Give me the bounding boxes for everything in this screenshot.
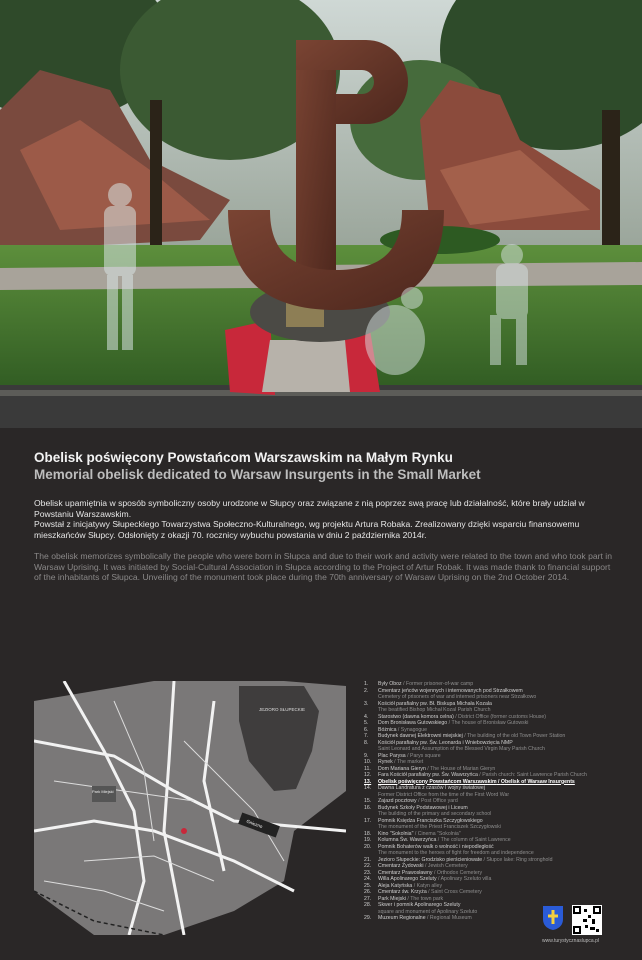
legend-item-number: 6. — [364, 726, 369, 733]
legend-item-polish: Były Oboz — [378, 681, 402, 687]
legend-item-polish: Dom Mariana Gieryn — [378, 765, 426, 772]
legend-item-english: Orthodox Cemetery — [436, 869, 483, 876]
legend-item-label: Aleja Katyńska / Katyn alley — [378, 882, 443, 889]
legend-item-english: Jewish Cemetery — [427, 863, 468, 869]
legend-item-english: Parish church: Saint Lawrence Parish Church — [482, 772, 587, 778]
legend-item-polish: Muzeum Regionalne — [378, 915, 426, 921]
location-marker — [181, 828, 187, 834]
legend-item-polish: Starostwo (dawna komora celna) — [378, 713, 454, 720]
legend-item-label: Willa Apolinarego Szeluty / Apolinary Szeluto villa — [378, 876, 492, 882]
legend-item-english: Former District Office from the time of the First Word War — [378, 791, 510, 798]
legend-item-label: Cmentarz Żydowski / Jewish Cemetery — [378, 863, 468, 869]
legend-item-label: Muzeum Regionalne / Regional Museum — [378, 915, 472, 921]
legend-item-number: 2. — [364, 687, 369, 694]
legend-item-label: Cmentarz św. Krzyża / Saint Cross Cemetery — [378, 889, 482, 895]
legend-item-polish: Rynek — [378, 759, 393, 765]
map-label-lake: JEZIORO SŁUPECKIE — [259, 707, 306, 712]
legend-item-english: District Office (former customs House) — [458, 713, 546, 720]
legend-item-number: 11. — [364, 765, 371, 772]
legend-item-english: Apolinary Szeluto villa — [440, 876, 492, 882]
legend-item-label: Bóżnica / Synagogue — [378, 726, 428, 733]
map-label-road: Gniezno — [245, 818, 264, 830]
legend-item-english: The column of Saint Lawrence — [440, 837, 511, 843]
legend-item-english: square and monument of Apolinary Szeluto — [378, 908, 478, 915]
description-polish-paragraph-2: Powstał z inicjatywy Słupeckiego Towarzystwa Społeczno-Kulturalnego, wg projektu Artura Robaka. Zrealizowany dzięki wsparciu finansowemu mieszkańców Słupcy. Odsłonięty z okazji 70. rocznicy wybuchu powstania w dniu 2 października 2014r. — [34, 519, 580, 540]
legend-item-number: 8. — [364, 739, 369, 746]
legend-item-polish: Skwer i pomnik Apolinarego Szeluty — [378, 902, 461, 908]
legend-item-number: 16. — [364, 804, 372, 811]
legend-item-label: Kolumna Św. Wawrzyńca / The column of Saint Lawrence — [378, 837, 511, 843]
map-label-park: Park Miejski — [92, 789, 114, 794]
legend-item-english: Former prisoner-of-war camp — [405, 681, 474, 687]
legend-item-label: Fara Kościół parafialny pw. Św. Wawrzyńca / Parish church: Saint Lawrence Parish Church — [378, 772, 587, 778]
legend-item-english: The beatified Bishop Michał Kozal Parish Church — [378, 707, 491, 713]
legend-item-number: 3. — [364, 700, 369, 707]
legend-item-label: Dom Bronisława Gutowskiego / The house of Bronisław Gutowski — [378, 720, 529, 726]
legend-item-number: 21. — [364, 856, 372, 863]
legend-item-label: Park Miejski / The town park — [378, 895, 444, 902]
legend-item-number: 28. — [364, 902, 372, 908]
monument-photo — [0, 0, 642, 428]
legend-item-polish: Budynek dawnej Elektrowni miejskiej — [378, 733, 463, 739]
legend-item-number: 14. — [364, 785, 372, 791]
legend-item-english: The town park — [410, 895, 444, 902]
legend-item-label: Plac Parysa / Parys square — [378, 752, 441, 759]
title-block — [34, 450, 614, 482]
legend-item-number: 17. — [364, 817, 372, 824]
legend-item-number: 22. — [364, 863, 372, 869]
legend-item-label: Obelisk poświęcony Powstańcom Warszawskim / Obelisk of Warsaw Insurgents — [378, 778, 575, 785]
legend-item-number: 15. — [364, 798, 372, 804]
title-english: Memorial obelisk dedicated to Warsaw Insurgents in the Small Market — [34, 467, 481, 482]
legend-item-polish: Kościół parafialny pw. Św. Leonarda i Wniebowzięcia NMP — [378, 739, 513, 746]
legend-item-english: Słupce lake: Ring stronghold — [486, 856, 553, 863]
legend-item-english: Synagogue — [400, 726, 428, 733]
legend-item-english: Regional Museum — [429, 915, 472, 921]
legend-item-english: Katyn alley — [416, 882, 443, 889]
legend-item-polish: Kościół parafialny pw. Bł. Biskupa Michała Kozala — [378, 700, 492, 707]
legend-item-polish: Pomnik Księdza Franciszka Szczygłowskiego — [378, 817, 483, 824]
legend-item-polish: Pomnik Bohaterów walk o wolność i niepodległość — [378, 843, 494, 850]
legend-item-english: The monument of the Priest Franciszek Szczygłowski — [378, 824, 501, 830]
legend-item-number: 10. — [364, 759, 372, 765]
legend-item-number: 13. — [364, 778, 372, 785]
monument-illustration — [0, 0, 642, 428]
description-polish-paragraph-1: Obelisk upamiętnia w sposób symboliczny osoby urodzone w Słupcy oraz związane z nią poprzez swą pracę lub działalność, które brały udział w Powstaniu Warszawskim. — [34, 498, 585, 519]
legend-item-number: 7. — [364, 733, 369, 739]
legend-item-number: 5. — [364, 720, 369, 726]
legend-item-english: The monument to the heroes of fight for freedom and independence — [378, 850, 534, 856]
legend-item-english: Cinema "Sokolnia" — [417, 830, 461, 837]
legend-item-number: 12. — [364, 772, 372, 778]
legend-item-label: Starostwo (dawna komora celna) / District Office (former customs House) — [378, 713, 546, 720]
map-legend — [364, 681, 634, 922]
legend-item-label: Były Oboz / Former prisoner-of-war camp — [378, 681, 474, 687]
paving — [262, 340, 350, 392]
legend-item-polish: Willa Apolinarego Szeluty — [378, 876, 437, 882]
legend-item-polish: Park Miejski — [378, 895, 406, 902]
legend-item-number: 25. — [364, 882, 372, 889]
legend-item-label — [378, 902, 460, 909]
title-polish: Obelisk poświęcony Powstańcom Warszawskim na Małym Rynku — [34, 450, 453, 465]
qr-code — [572, 905, 602, 935]
description-polish — [34, 498, 614, 540]
legend-item-polish: Obelisk poświęcony Powstańcom Warszawskim — [378, 778, 497, 785]
town-map-drawing — [34, 681, 346, 935]
legend-item-number: 29. — [364, 915, 372, 921]
legend-item-number: 19. — [364, 837, 372, 843]
legend-item-label: Zajazd pocztowy / Post Office yard — [378, 798, 458, 804]
legend-item-number: 4. — [364, 713, 369, 720]
legend-item-number: 9. — [364, 752, 369, 759]
legend-item-number: 20. — [364, 843, 372, 850]
legend-item-number: 1. — [364, 681, 369, 687]
legend-item-label: Kino "Sokolnia" / Cinema "Sokolnia" — [378, 830, 461, 837]
legend-item-label — [378, 785, 485, 792]
legend-item-polish: Plac Parysa — [378, 752, 406, 759]
legend-item-english: The House of Marian Gieryn — [430, 765, 496, 772]
legend-item-polish: Cmentarz Prawosławny — [378, 869, 433, 876]
legend-item-number: 18. — [364, 830, 372, 837]
legend-item-english: Saint Leonard and Assumption of the Blessed Virgin Mary Parish Church — [378, 746, 545, 752]
town-map — [34, 681, 346, 935]
legend-item-polish: Cmentarz św. Krzyża — [378, 889, 427, 895]
legend-item-polish: Kolumna Św. Wawrzyńca — [378, 837, 437, 843]
legend-item-polish: Aleja Katyńska — [378, 882, 413, 889]
legend-item-label: Cmentarz Prawosławny / Orthodox Cemetery — [378, 869, 483, 876]
legend-item-label: Jezioro Słupeckie: Grodzisko pierścieniowate / Słupce lake: Ring stronghold — [378, 856, 553, 863]
town-crest-icon — [542, 905, 564, 931]
legend-item-polish: Budynek Szkoły Podstawowej i Liceum — [378, 804, 468, 811]
website-url[interactable]: www.turystycznaslupca.pl — [542, 938, 599, 944]
legend-item-number: 26. — [364, 889, 372, 895]
legend-item-label: Rynek / The market — [378, 759, 424, 765]
legend-item-english: Parys square — [410, 752, 441, 759]
footer — [542, 905, 632, 950]
legend-item-label: Budynek dawnej Elektrowni miejskiej / The building of the old Town Power Station — [378, 733, 566, 739]
description-english: The obelisk memorizes symbolically the people who were born in Słupca and due to their work and activity were related to the town and who took part in Warsaw Uprising. It was initiated by Social-Cultural Association in Słupca according to the Project of Artur Robak. It was made thank to financial support of the inhabitants of Słupca. Unveiling of the monument took place during the 70th anniversary of Warsaw Uprising on the 2nd October 2014. — [34, 551, 612, 583]
legend-item-number: 27. — [364, 895, 372, 902]
legend-item-english: The building of the old Town Power Station — [467, 733, 566, 739]
legend-item-polish: Cmentarz Żydowski — [378, 863, 424, 869]
legend-item-label: Dom Mariana Gieryn / The House of Marian Gieryn — [378, 765, 496, 772]
legend-item-polish: Cmentarz jeńców wojennych i internowanych pod Strzałkowem — [378, 687, 523, 694]
legend-item-english: Cemetery of prisoners of war and interned prisoners near Strzałkowo — [378, 694, 537, 700]
legend-item-number: 23. — [364, 869, 372, 876]
legend-item-polish: Bóżnica — [378, 726, 397, 733]
legend-item-english: The market — [396, 759, 424, 765]
legend-item-english: Obelisk of Warsaw Insurgents — [500, 778, 575, 785]
legend-item-polish: Kino "Sokolnia" — [378, 830, 414, 837]
legend-item-english: Post Office yard — [420, 798, 458, 804]
legend-item-polish: Zajazd pocztowy — [378, 798, 417, 804]
legend-item-polish: Jezioro Słupeckie: Grodzisko pierścieniowate — [378, 856, 483, 863]
legend-item-english: Saint Cross Cemetery — [431, 889, 482, 895]
legend-item-polish: Fara Kościół parafialny pw. Św. Wawrzyńca — [378, 772, 478, 778]
legend-item-polish: Dom Bronisława Gutowskiego — [378, 720, 448, 726]
legend-item-polish: Dawna Landratura z czasów I wojny światowej — [378, 785, 485, 791]
legend-item-english: The building of the primary and secondary school — [378, 811, 492, 817]
legend-item-english: The house of Bronisław Gutowski — [451, 720, 529, 726]
legend-item-number: 24. — [364, 876, 372, 882]
